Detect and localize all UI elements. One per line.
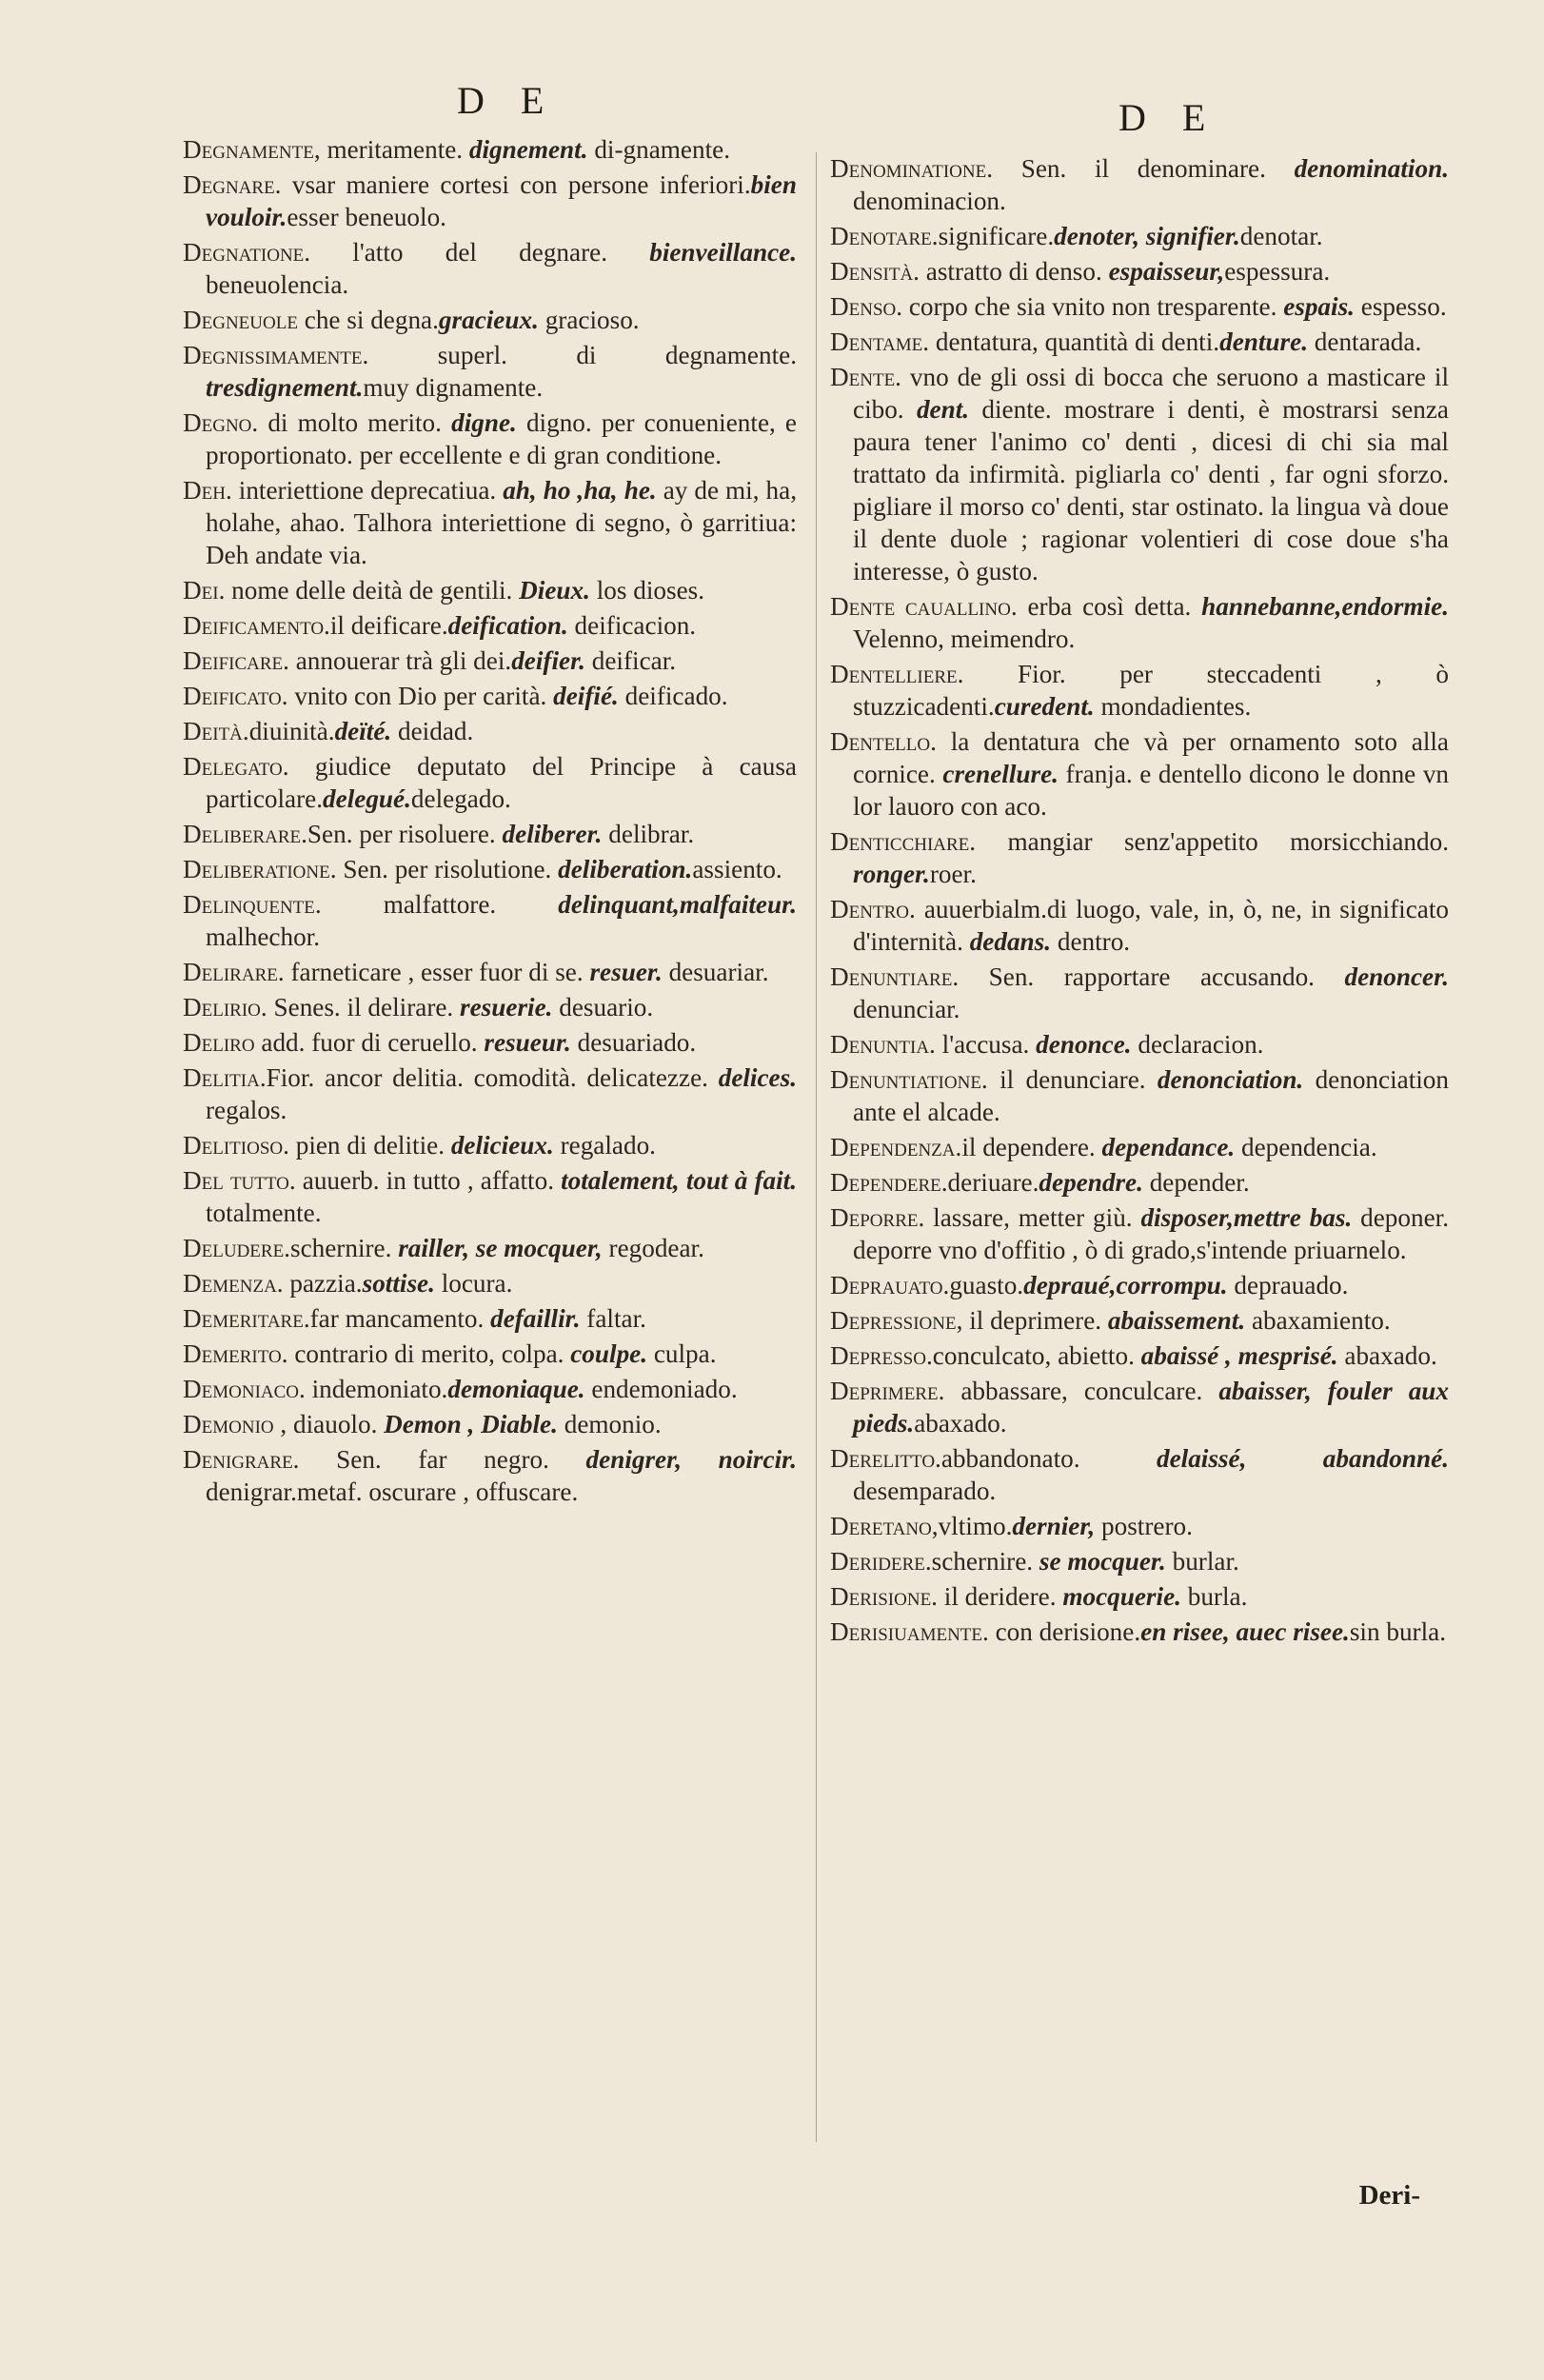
definition: pazzia. <box>283 1269 363 1298</box>
dictionary-entry <box>183 1302 797 1335</box>
definition: il dependere. <box>961 1133 1102 1161</box>
spanish-equivalent: assiento. <box>692 855 782 883</box>
definition: indemoniato. <box>305 1375 448 1403</box>
headword: Denominatione. <box>830 154 994 183</box>
spanish-equivalent: dentro. <box>1051 927 1131 956</box>
definition: dentatura, quantità di denti. <box>929 327 1220 356</box>
headword: Denotare. <box>830 222 939 250</box>
spanish-equivalent: desuario. <box>552 993 654 1021</box>
headword: Demerito. <box>183 1339 288 1368</box>
spanish-equivalent: espessura. <box>1224 257 1331 286</box>
spanish-equivalent: roer. <box>929 860 977 888</box>
french-equivalent: coulpe. <box>570 1339 648 1368</box>
definition: giudice deputato del Principe à causa particolare. <box>206 752 797 813</box>
headword: Deliberatione. <box>183 855 337 883</box>
definition: la dentatura che và per ornamento soto alla cornice. <box>853 727 1449 788</box>
dictionary-entry <box>183 236 797 301</box>
dictionary-entry <box>183 818 797 850</box>
french-equivalent: ah, ho ,ha, he. <box>503 476 657 505</box>
spanish-equivalent: delegado. <box>410 784 511 813</box>
headword: Delirio. <box>183 993 267 1021</box>
definition: erba così detta. <box>1017 592 1202 621</box>
headword: Denuntia. <box>830 1030 936 1059</box>
headword: Delirare. <box>183 958 285 986</box>
headword: Degnamente, <box>183 135 321 164</box>
headword: Depressione, <box>830 1306 963 1335</box>
spanish-equivalent: malhechor. <box>206 922 321 951</box>
french-equivalent: resuerie. <box>460 993 553 1021</box>
french-equivalent: denture. <box>1219 327 1308 356</box>
definition: add. fuor di ceruello. <box>254 1028 485 1057</box>
spanish-equivalent: desuariado. <box>570 1028 697 1057</box>
definition: di molto merito. <box>258 408 452 437</box>
headword: Dentelliere. <box>830 660 964 688</box>
headword: Delegato. <box>183 752 289 781</box>
definition: il denunciare. <box>987 1065 1158 1094</box>
headword: Denso. <box>830 292 903 321</box>
headword: Dentello. <box>830 727 937 756</box>
headword: Deporre. <box>830 1203 925 1232</box>
dictionary-entry <box>183 1026 797 1059</box>
dictionary-entry <box>183 304 797 336</box>
dictionary-entry <box>830 1375 1449 1439</box>
dictionary-entry <box>830 1166 1449 1199</box>
french-equivalent: denoter, signifier. <box>1054 222 1240 250</box>
dictionary-entry <box>183 853 797 885</box>
dictionary-entry <box>830 658 1449 723</box>
dictionary-entry <box>830 1131 1449 1163</box>
french-equivalent: abaissement. <box>1107 1306 1246 1335</box>
spanish-equivalent: di-gnamente. <box>587 135 731 164</box>
headword: Deificato. <box>183 682 288 710</box>
spanish-equivalent: demonio. <box>557 1410 662 1438</box>
dictionary-entry <box>183 750 797 815</box>
headword: Deliberare. <box>183 820 307 848</box>
french-equivalent: depraué,corrompu. <box>1023 1271 1228 1299</box>
dictionary-entry <box>183 715 797 747</box>
french-equivalent: denomination. <box>1294 154 1449 183</box>
headword: Deificamento. <box>183 611 330 640</box>
headword: Degnatione. <box>183 238 311 267</box>
headword: Demeritare. <box>183 1304 310 1333</box>
headword: Degnissimamente. <box>183 341 369 369</box>
definition: il deridere. <box>937 1582 1063 1611</box>
spanish-equivalent: declaracion. <box>1131 1030 1264 1059</box>
dictionary-entry <box>183 1129 797 1161</box>
definition: Fior. ancor delitia. comodità. delicatezze. <box>266 1063 719 1092</box>
dictionary-entry <box>830 825 1449 890</box>
french-equivalent: railler, se mocquer, <box>398 1234 603 1262</box>
definition: l'accusa. <box>935 1030 1037 1059</box>
spanish-equivalent: delibrar. <box>602 820 695 848</box>
spanish-equivalent: regalos. <box>206 1096 287 1124</box>
definition: farneticare , esser fuor di se. <box>284 958 590 986</box>
headword: Degnare. <box>183 170 282 199</box>
headword: Dependenza. <box>830 1133 962 1161</box>
dictionary-entry <box>830 290 1449 323</box>
french-equivalent: espais. <box>1283 292 1355 321</box>
french-equivalent: denigrer, noircir. <box>585 1445 797 1474</box>
definition: abbassare, conculcare. <box>944 1377 1219 1405</box>
french-equivalent: abaissé , mesprisé. <box>1140 1341 1338 1370</box>
definition: vnito con Dio per carità. <box>287 682 554 710</box>
french-equivalent: denonce. <box>1036 1030 1132 1059</box>
definition: diauolo. <box>287 1410 385 1438</box>
headword: Deificare. <box>183 646 289 675</box>
french-equivalent: deïté. <box>334 717 392 745</box>
definition: Fior. per steccadenti , ò stuzzicadenti. <box>853 660 1449 721</box>
spanish-equivalent: locura. <box>434 1269 513 1298</box>
right-column <box>830 152 1449 1651</box>
french-equivalent: ronger. <box>853 860 930 888</box>
headword: Dei. <box>183 576 226 605</box>
french-equivalent: bienveillance. <box>649 238 797 267</box>
headword: Demoniaco. <box>183 1375 306 1403</box>
headword: Derisione. <box>830 1582 938 1611</box>
french-equivalent: dependance. <box>1101 1133 1236 1161</box>
definition: diuinità. <box>248 717 335 745</box>
dictionary-entry <box>830 725 1449 823</box>
french-equivalent: deifié. <box>553 682 619 710</box>
definition: auuerbialm.di luogo, vale, in, ò, ne, in significato d'internità. <box>853 895 1449 956</box>
headword: Delitia. <box>183 1063 267 1092</box>
french-equivalent: deliberer. <box>502 820 603 848</box>
french-equivalent: denonciation. <box>1157 1065 1304 1094</box>
running-head-left: D E <box>457 79 558 122</box>
definition: l'atto del degnare. <box>310 238 650 267</box>
definition: corpo che sia vnito non tresparente. <box>902 292 1284 321</box>
dictionary-entry <box>830 1201 1449 1266</box>
dictionary-entry <box>830 1339 1449 1372</box>
dictionary-entry <box>830 1616 1449 1648</box>
spanish-equivalent: regodear. <box>602 1234 704 1262</box>
headword: Degneuole <box>183 306 298 334</box>
spanish-equivalent: abaxamiento. <box>1245 1306 1391 1335</box>
headword: Dente. <box>830 363 901 391</box>
french-equivalent: resuer. <box>589 958 663 986</box>
spanish-equivalent: dependencia. <box>1235 1133 1377 1161</box>
dictionary-entry <box>183 991 797 1023</box>
french-equivalent: sottise. <box>362 1269 435 1298</box>
french-equivalent: hannebanne,endormie. <box>1201 592 1449 621</box>
spanish-equivalent: denotar. <box>1239 222 1323 250</box>
dictionary-entry <box>830 1545 1449 1577</box>
french-equivalent: delicieux. <box>450 1131 554 1160</box>
headword: Denuntiare. <box>830 962 960 991</box>
french-equivalent: Demon , Diable. <box>384 1410 558 1438</box>
dictionary-entry <box>830 152 1449 217</box>
dictionary-entry <box>830 1510 1449 1542</box>
definition: interiettione deprecatiua. <box>231 476 504 505</box>
dictionary-entry <box>183 407 797 471</box>
spanish-equivalent: deprauado. <box>1227 1271 1349 1299</box>
french-equivalent: en risee, auec risee. <box>1140 1617 1350 1646</box>
spanish-equivalent: los dioses. <box>589 576 705 605</box>
french-equivalent: mocquerie. <box>1062 1582 1181 1611</box>
spanish-equivalent: denonciation ante el alcade. <box>853 1065 1449 1126</box>
french-equivalent: se mocquer. <box>1039 1547 1166 1576</box>
dictionary-entry <box>830 361 1449 587</box>
headword: Derisiuamente. <box>830 1617 989 1646</box>
headword: Demenza. <box>183 1269 284 1298</box>
definition: meritamente. <box>320 135 469 164</box>
dictionary-entry <box>830 326 1449 358</box>
spanish-equivalent: deificar. <box>584 646 677 675</box>
definition: vsar maniere cortesi con persone inferiori. <box>281 170 751 199</box>
spanish-equivalent: depender. <box>1142 1168 1250 1197</box>
definition: annouerar trà gli dei. <box>288 646 512 675</box>
dictionary-entry <box>830 1269 1449 1301</box>
dictionary-entry <box>183 888 797 953</box>
french-equivalent: disposer,mettre bas. <box>1140 1203 1353 1232</box>
spanish-equivalent: sin burla. <box>1349 1617 1447 1646</box>
headword: Denticchiare. <box>830 827 977 856</box>
headword: Derelitto. <box>830 1444 941 1473</box>
headword: Deridere. <box>830 1547 932 1576</box>
spanish-equivalent: faltar. <box>580 1304 646 1333</box>
definition: Sen. il denominare. <box>993 154 1295 183</box>
spanish-equivalent: mondadientes. <box>1094 692 1252 721</box>
spanish-equivalent: endemoniado. <box>584 1375 738 1403</box>
french-equivalent: delaissé, abandonné. <box>1156 1444 1449 1473</box>
french-equivalent: bien vouloir. <box>206 170 797 231</box>
definition: che si degna. <box>297 306 439 334</box>
definition: schernire. <box>931 1547 1039 1576</box>
dictionary-entry <box>183 645 797 677</box>
definition: il deprimere. <box>962 1306 1108 1335</box>
definition: Senes. il delirare. <box>267 993 461 1021</box>
column-divider <box>816 152 817 2142</box>
french-equivalent: deliberation. <box>558 855 693 883</box>
spanish-equivalent: ay de mi, ha, holahe, ahao. Talhora interiettione di segno, ò garritiua: Deh andate via. <box>206 476 797 569</box>
french-equivalent: curedent. <box>994 692 1095 721</box>
headword: Deretano, <box>830 1512 939 1540</box>
dictionary-entry <box>183 956 797 988</box>
definition: lassare, metter giù. <box>924 1203 1141 1232</box>
french-equivalent: dignement. <box>468 135 588 164</box>
dictionary-entry <box>830 961 1449 1025</box>
spanish-equivalent: muy dignamente. <box>363 373 544 402</box>
definition: Sen. far negro. <box>299 1445 586 1474</box>
dictionary-entry <box>830 220 1449 252</box>
french-equivalent: demoniaque. <box>447 1375 585 1403</box>
spanish-equivalent: denominacion. <box>853 187 1006 215</box>
spanish-equivalent: esser beneuolo. <box>287 203 446 231</box>
spanish-equivalent: postrero. <box>1095 1512 1193 1540</box>
definition: auuerb. in tutto , affatto. <box>295 1166 562 1195</box>
definition: mangiar senz'appetito morsicchiando. <box>976 827 1449 856</box>
headword: Deliro <box>183 1028 255 1057</box>
definition: abbandonato. <box>940 1444 1157 1473</box>
dictionary-entry <box>183 574 797 606</box>
dictionary-entry <box>830 255 1449 288</box>
french-equivalent: tresdignement. <box>206 373 364 402</box>
headword: Dente cauallino. <box>830 592 1018 621</box>
definition: conculcato, abietto. <box>932 1341 1141 1370</box>
headword: Depresso. <box>830 1341 933 1370</box>
definition: contrario di merito, colpa. <box>287 1339 571 1368</box>
running-head-right: D E <box>1118 96 1219 139</box>
french-equivalent: deifier. <box>511 646 585 675</box>
spanish-equivalent: gracioso. <box>538 306 640 334</box>
headword: Dependere. <box>830 1168 948 1197</box>
dictionary-entry <box>183 474 797 571</box>
french-equivalent: defaillir. <box>490 1304 581 1333</box>
french-equivalent: resueur. <box>484 1028 571 1057</box>
definition: astratto di denso. <box>919 257 1109 286</box>
spanish-equivalent: deidad. <box>391 717 474 745</box>
headword: Delitioso. <box>183 1131 289 1160</box>
definition: guasto. <box>949 1271 1024 1299</box>
french-equivalent: delinquant,malfaiteur. <box>558 890 797 919</box>
spanish-equivalent: desemparado. <box>853 1477 997 1505</box>
dictionary-entry <box>830 590 1449 655</box>
dictionary-entry <box>183 339 797 404</box>
headword: Dentro. <box>830 895 916 923</box>
headword: Del tutto. <box>183 1166 296 1195</box>
dictionary-entry <box>830 1304 1449 1337</box>
definition: pien di delitie. <box>288 1131 451 1160</box>
dictionary-entry <box>183 1061 797 1126</box>
spanish-equivalent: abaxado. <box>1337 1341 1437 1370</box>
dictionary-entry <box>183 680 797 712</box>
headword: Deprauato. <box>830 1271 950 1299</box>
definition: vno de gli ossi di bocca che seruono a masticare il cibo. <box>853 363 1449 424</box>
left-column <box>183 133 797 1511</box>
headword: Dentame. <box>830 327 930 356</box>
dictionary-entry <box>183 609 797 642</box>
spanish-equivalent: espesso. <box>1354 292 1447 321</box>
spanish-equivalent: culpa. <box>647 1339 717 1368</box>
spanish-equivalent: denunciar. <box>853 995 960 1023</box>
french-equivalent: abaisser, fouler aux pieds. <box>853 1377 1449 1438</box>
definition: deriuare. <box>947 1168 1039 1197</box>
definition: significare. <box>938 222 1055 250</box>
spanish-equivalent: abaxado. <box>914 1409 1007 1438</box>
spanish-equivalent: diente. mostrare i denti, è mostrarsi senza paura tener l'animo co' denti , dicesi di chi sia mal trattato da infirmità. pigliarla co' denti , far ogni sforzo. pigliare il morso co' denti, star ostinato. la lingua và doue il dente duole ; ragionar volentieri di cose doue s'ha interesse, ò gusto. <box>853 395 1450 585</box>
french-equivalent: delegué. <box>323 784 411 813</box>
definition: far mancamento. <box>309 1304 491 1333</box>
spanish-equivalent: regalado. <box>553 1131 656 1160</box>
headword: Deprimere. <box>830 1377 945 1405</box>
definition: malfattore. <box>321 890 559 919</box>
definition: superl. di degnamente. <box>368 341 797 369</box>
spanish-equivalent: deificacion. <box>567 611 697 640</box>
french-equivalent: gracieux. <box>438 306 539 334</box>
definition: con derisione. <box>988 1617 1141 1646</box>
headword: Delinquente. <box>183 890 322 919</box>
spanish-equivalent: totalmente. <box>206 1199 322 1227</box>
french-equivalent: dernier, <box>1012 1512 1096 1540</box>
headword: Demonio , <box>183 1410 287 1438</box>
dictionary-entry <box>830 1580 1449 1613</box>
headword: Degno. <box>183 408 259 437</box>
headword: Deh. <box>183 476 232 505</box>
french-equivalent: digne. <box>451 408 517 437</box>
spanish-equivalent: digno. per conueniente, e proportionato. per eccellente e di gran conditione. <box>206 408 797 469</box>
french-equivalent: totalement, tout à fait. <box>561 1166 797 1195</box>
french-equivalent: delices. <box>718 1063 797 1092</box>
spanish-equivalent: franja. e dentello dicono le donne vn lor lauoro con aco. <box>853 760 1450 821</box>
spanish-equivalent: dentarada. <box>1308 327 1422 356</box>
dictionary-entry <box>183 1373 797 1405</box>
dictionary-entry <box>830 893 1449 958</box>
definition: il deificare. <box>329 611 448 640</box>
french-equivalent: dent. <box>916 395 970 424</box>
dictionary-entry <box>183 1232 797 1264</box>
french-equivalent: denoncer. <box>1344 962 1449 991</box>
french-equivalent: dependre. <box>1039 1168 1143 1197</box>
spanish-equivalent: beneuolencia. <box>206 270 349 299</box>
catchword: Deri- <box>1358 2180 1420 2211</box>
spanish-equivalent: burlar. <box>1165 1547 1239 1576</box>
dictionary-entry <box>830 1028 1449 1061</box>
spanish-equivalent: Velenno, meimendro. <box>853 625 1076 653</box>
headword: Deludere. <box>183 1234 290 1262</box>
dictionary-entry <box>183 1443 797 1508</box>
dictionary-entry <box>183 1164 797 1229</box>
spanish-equivalent: deificado. <box>618 682 728 710</box>
definition: Sen. per risoluere. <box>307 820 503 848</box>
headword: Deità. <box>183 717 249 745</box>
spanish-equivalent: denigrar.metaf. oscurare , offuscare. <box>206 1478 579 1506</box>
french-equivalent: dedans. <box>969 927 1052 956</box>
dictionary-entry <box>830 1063 1449 1128</box>
definition: vltimo. <box>938 1512 1013 1540</box>
french-equivalent: deification. <box>447 611 568 640</box>
definition: Sen. per risolutione. <box>336 855 559 883</box>
definition: nome delle deità de gentili. <box>225 576 520 605</box>
definition: schernire. <box>289 1234 399 1262</box>
dictionary-entry <box>183 1338 797 1370</box>
definition: Sen. rapportare accusando. <box>959 962 1345 991</box>
dictionary-entry <box>183 1267 797 1299</box>
dictionary-entry <box>183 1408 797 1440</box>
french-equivalent: Dieux. <box>519 576 590 605</box>
dictionary-entry <box>183 169 797 233</box>
spanish-equivalent: desuariar. <box>662 958 769 986</box>
headword: Denigrare. <box>183 1445 300 1474</box>
headword: Densità. <box>830 257 920 286</box>
spanish-equivalent: deponer. deporre vno d'offitio , ò di grado,s'intende priuarnelo. <box>853 1203 1449 1264</box>
dictionary-entry <box>830 1442 1449 1507</box>
headword: Denuntiatione. <box>830 1065 988 1094</box>
french-equivalent: crenellure. <box>942 760 1059 788</box>
spanish-equivalent: burla. <box>1180 1582 1248 1611</box>
dictionary-entry <box>183 133 797 166</box>
french-equivalent: espaisseur, <box>1108 257 1225 286</box>
